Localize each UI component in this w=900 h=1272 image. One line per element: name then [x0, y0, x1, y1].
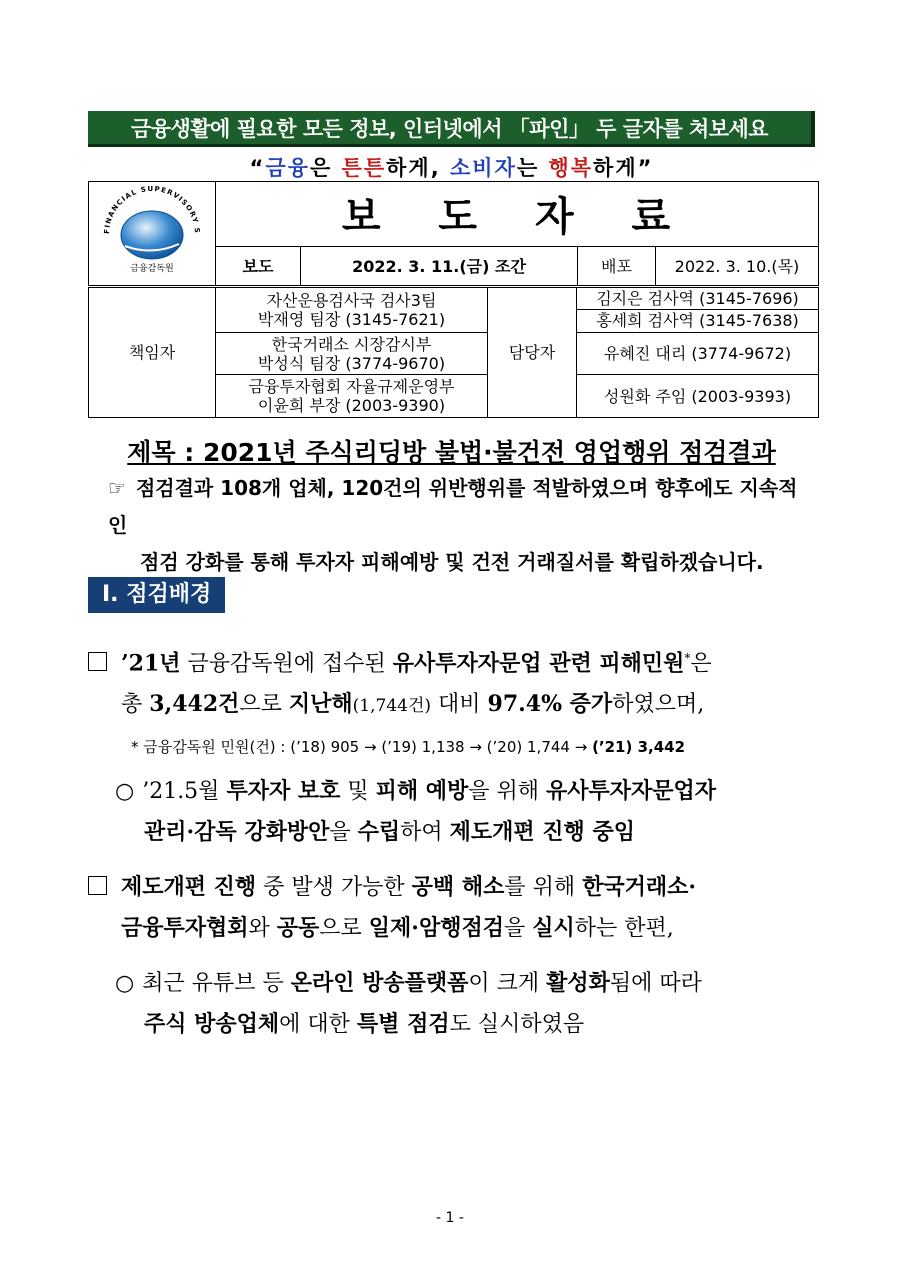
- release-date: 2022. 3. 10.(목): [656, 246, 819, 285]
- fss-logo-cell: [89, 182, 216, 286]
- press-release-title: 보 도 자 료: [216, 182, 819, 247]
- pointing-hand-icon: ☞: [108, 476, 126, 500]
- responsible-1: 자산운용검사국 검사3팀 박재영 팀장 (3145-7621): [216, 288, 488, 333]
- footnote: * 금융감독원 민원(건) : (’18) 905 → (’19) 1,138 → (’20) 1,744 → (’21) 3,442: [131, 738, 686, 756]
- report-date: 2022. 3. 11.(금) 조간: [301, 246, 578, 285]
- checkbox-square-icon: [88, 652, 107, 671]
- summary: ☞ 점검결과 108개 업체, 120건의 위반행위를 적발하였으며 향후에도 지속적인 점검 강화를 통해 투자자 피해예방 및 건전 거래질서를 확립하겠습니다.: [108, 476, 798, 574]
- staff-3: 유혜진 대리 (3774-9672): [577, 333, 819, 375]
- subject-title: 제목 : 2021년 주식리딩방 불법·불건전 영업행위 점검결과: [127, 438, 776, 467]
- fss-logo: [89, 182, 215, 281]
- page-number: - 1 -: [436, 1210, 464, 1226]
- paragraph-2: ○ ’21.5월 투자자 보호 및 피해 예방을 위해 유사투자자문업자 관리·감독 강화방안을 수립하여 제도개편 진행 중임: [115, 778, 717, 845]
- svg-text:금융감독원: 금융감독원: [130, 264, 174, 274]
- contact-table: [88, 287, 819, 418]
- section-heading: Ⅰ. 점검배경: [88, 577, 225, 613]
- staff-label: 담당자: [488, 288, 577, 418]
- svg-text:FINANCIAL SUPERVISORY SERVICE: FINANCIAL SUPERVISORY S: [102, 184, 202, 235]
- checkbox-square-icon: [88, 876, 107, 895]
- fine-banner: 금융생활에 필요한 모든 정보, 인터넷에서 「파인」 두 글자를 쳐보세요: [88, 111, 815, 147]
- release-label: 배포: [578, 246, 656, 285]
- responsible-label: 책임자: [89, 288, 216, 418]
- paragraph-1: ’21년 금융감독원에 접수된 유사투자자문업 관련 피해민원*은 총 3,442건으로 지난해(1,744건) 대비 97.4% 증가하였으며,: [88, 638, 818, 726]
- staff-1-2: 김지은 검사역 (3145-7696) 홍세희 검사역 (3145-7638): [577, 288, 819, 333]
- paragraph-3: 제도개편 진행 중 발생 가능한 공백 해소를 위해 한국거래소· 금융투자협회와 공동으로 일제·암행점검을 실시하는 한편,: [88, 867, 818, 949]
- report-label: 보도: [216, 246, 301, 285]
- press-release-header: [88, 181, 819, 286]
- slogan: “금융은 튼튼하게, 소비자는 행복하게”: [249, 156, 654, 180]
- circle-bullet-icon: ○: [115, 779, 135, 804]
- staff-4: 성원화 주임 (2003-9393): [577, 375, 819, 418]
- circle-bullet-icon: ○: [115, 971, 135, 996]
- responsible-3: 금융투자협회 자율규제운영부 이윤희 부장 (2003-9390): [216, 375, 488, 418]
- paragraph-4: ○ 최근 유튜브 등 온라인 방송플랫폼이 크게 활성화됨에 따라 주식 방송업체에 대한 특별 점검도 실시하였음: [115, 970, 702, 1037]
- responsible-2: 한국거래소 시장감시부 박성식 팀장 (3774-9670): [216, 333, 488, 375]
